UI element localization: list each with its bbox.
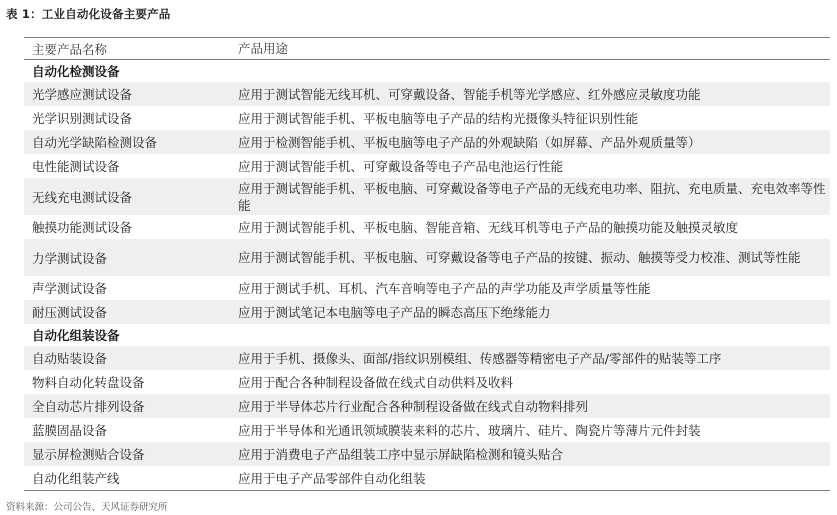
section-title: 自动化组装设备 xyxy=(32,328,120,343)
product-use: 应用于测试笔记本电脑等电子产品的瞬态高压下绝缘能力 xyxy=(238,304,551,320)
product-use: 应用于半导体芯片行业配合各种制程设备做在线式自动物料排列 xyxy=(238,398,589,414)
table-row xyxy=(24,394,830,418)
table-row xyxy=(24,442,830,466)
table-row xyxy=(24,106,830,130)
product-name: 力学测试设备 xyxy=(32,250,108,266)
section-title-inspection xyxy=(24,60,830,82)
product-use: 应用于测试智能手机、可穿戴设备等电子产品电池运行性能 xyxy=(238,158,564,174)
product-use: 应用于测试智能无线耳机、可穿戴设备、智能手机等光学感应、红外感应灵敏度功能 xyxy=(238,86,701,102)
header-product-name: 主要产品名称 xyxy=(32,41,108,57)
product-name: 自动化组装产线 xyxy=(32,471,120,486)
table-header xyxy=(24,38,830,60)
table-row xyxy=(24,178,830,215)
table-row xyxy=(24,370,830,394)
table-row xyxy=(24,154,830,178)
source-note: 资料来源：公司公告、天风证券研究所 xyxy=(6,502,168,513)
product-use: 应用于配合各种制程设备做在线式自动供料及收料 xyxy=(238,374,514,390)
table-row xyxy=(24,346,830,370)
product-use: 应用于测试手机、耳机、汽车音响等电子产品的声学功能及声学质量等性能 xyxy=(238,280,651,296)
product-name: 光学识别测试设备 xyxy=(32,111,133,126)
product-use: 应用于检测智能手机、平板电脑等电子产品的外观缺陷（如屏幕、产品外观质量等） xyxy=(238,134,701,150)
product-use: 应用于消费电子产品组装工序中显示屏缺陷检测和镜头贴合 xyxy=(238,446,564,462)
product-name: 全自动芯片排列设备 xyxy=(32,399,145,414)
product-use: 应用于半导体和光通讯领域膜装来料的芯片、玻璃片、硅片、陶瓷片等薄片元件封装 xyxy=(238,422,701,438)
product-name: 物料自动化转盘设备 xyxy=(32,375,145,390)
header-product-use: 产品用途 xyxy=(238,41,289,56)
product-name: 蓝膜固晶设备 xyxy=(32,423,108,438)
product-name: 无线充电测试设备 xyxy=(32,189,133,205)
table-row xyxy=(24,418,830,442)
product-name: 光学感应测试设备 xyxy=(32,87,133,102)
product-name: 耐压测试设备 xyxy=(32,305,108,320)
product-name: 触摸功能测试设备 xyxy=(32,220,133,235)
product-name: 自动贴装设备 xyxy=(32,351,108,366)
section-title-assembly xyxy=(24,324,830,346)
product-use: 应用于手机、摄像头、面部/指纹识别模组、传感器等精密电子产品/零部件的贴装等工序 xyxy=(238,350,722,366)
table-row xyxy=(24,466,830,490)
table-row xyxy=(24,215,830,239)
product-name: 声学测试设备 xyxy=(32,281,108,296)
table-row xyxy=(24,300,830,324)
table-row xyxy=(24,239,830,276)
product-name: 电性能测试设备 xyxy=(32,159,120,174)
table-row xyxy=(24,130,830,154)
product-use: 应用于测试智能手机、平板电脑等电子产品的结构光摄像头特征识别性能 xyxy=(238,110,639,126)
product-use: 应用于测试智能手机、平板电脑、可穿戴设备等电子产品的无线充电功率、阻抗、充电质量、充电效率等性能 xyxy=(238,180,826,213)
table-row xyxy=(24,276,830,300)
product-use: 应用于测试智能手机、平板电脑、可穿戴设备等电子产品的按键、振动、触摸等受力校准、测试等性能 xyxy=(238,250,801,265)
table-caption: 表 1：工业自动化设备主要产品 xyxy=(6,7,171,21)
product-name: 显示屏检测贴合设备 xyxy=(32,447,145,462)
product-use: 应用于测试智能手机、平板电脑、智能音箱、无线耳机等电子产品的触摸功能及触摸灵敏度 xyxy=(238,219,739,235)
table-row xyxy=(24,82,830,106)
product-use: 应用于电子产品零部件自动化组装 xyxy=(238,470,426,486)
section-title: 自动化检测设备 xyxy=(32,64,120,79)
product-name: 自动光学缺陷检测设备 xyxy=(32,135,158,150)
product-table xyxy=(24,37,830,491)
